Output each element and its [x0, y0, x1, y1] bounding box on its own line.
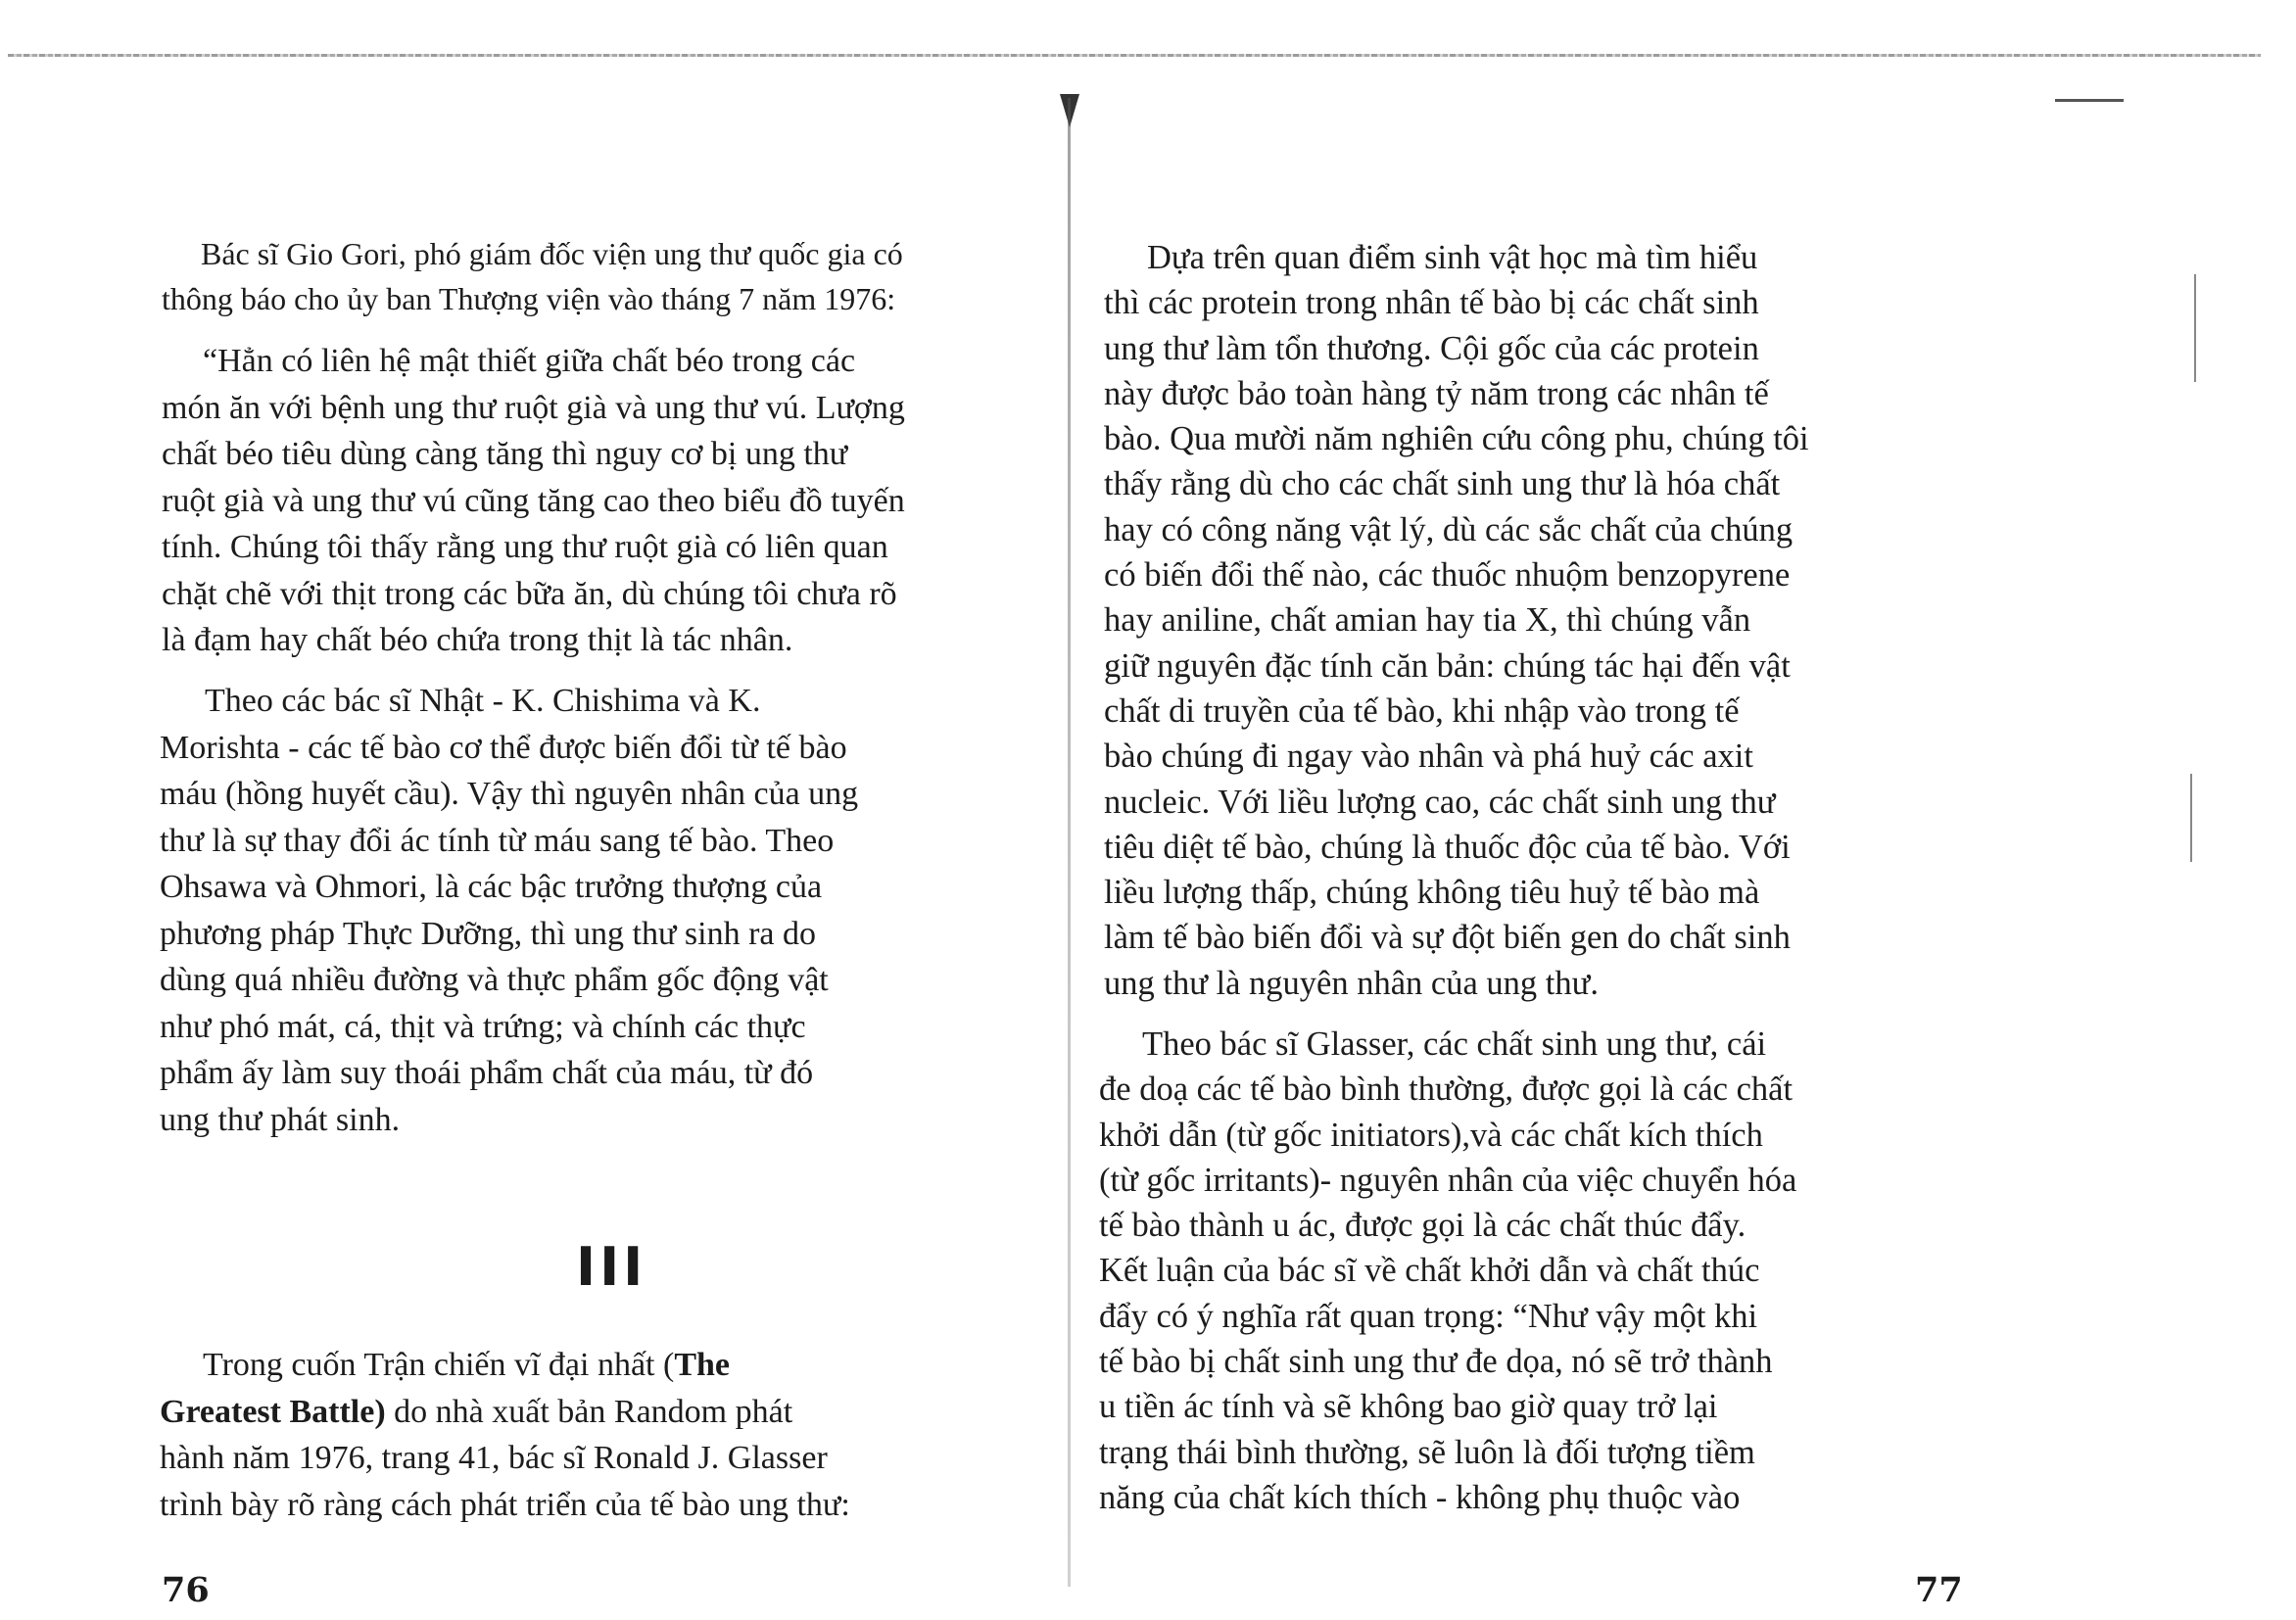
- text-line: bào chúng đi ngay vào nhân và phá huỷ các axit: [1104, 738, 1753, 776]
- right-paragraph-1: [1104, 235, 1978, 1006]
- text-line: năng của chất kích thích - không phụ thuộc vào: [1099, 1478, 1741, 1516]
- scan-edge-tick: [2190, 774, 2192, 862]
- text-line: ung thư là nguyên nhân của ung thư.: [1104, 964, 1599, 1002]
- text-line: hành năm 1976, trang 41, bác sĩ Ronald J. Glasser: [160, 1440, 828, 1476]
- text-line: tiêu diệt tế bào, chúng là thuốc độc của tế bào. Với: [1104, 828, 1791, 866]
- book-title-part: The: [674, 1347, 731, 1383]
- text-line: ung thư làm tổn thương. Cội gốc của các protein: [1104, 329, 1759, 367]
- text-line: đẩy có ý nghĩa rất quan trọng: “Như vậy một khi: [1099, 1297, 1758, 1335]
- text-line: dùng quá nhiều đường và thực phẩm gốc động vật: [160, 962, 829, 998]
- text-line: bào. Qua mười năm nghiên cứu công phu, chúng tôi: [1104, 420, 1809, 458]
- text-line: ung thư phát sinh.: [160, 1101, 401, 1138]
- text-line: là đạm hay chất béo chứa trong thịt là tác nhân.: [162, 622, 793, 658]
- text-line: làm tế bào biến đổi và sự đột biến gen do chất sinh: [1104, 919, 1791, 957]
- text-line: khởi dẫn (từ gốc initiators),và các chất kích thích: [1099, 1116, 1763, 1154]
- text-span: do nhà xuất bản Random phát: [385, 1393, 793, 1430]
- text-line: hay có công năng vật lý, dù các sắc chất của chúng: [1104, 510, 1794, 548]
- section-marker: III: [576, 1236, 647, 1298]
- left-paragraph-2: [162, 338, 1022, 664]
- text-line: u tiền ác tính và sẽ không bao giờ quay trở lại: [1099, 1388, 1718, 1426]
- text-line: Dựa trên quan điểm sinh vật học mà tìm hiểu: [1147, 239, 1758, 276]
- text-line: Kết luận của bác sĩ về chất khởi dẫn và chất thúc: [1099, 1252, 1760, 1290]
- scan-edge-tick: [2194, 274, 2196, 382]
- text-line: liều lượng thấp, chúng không tiêu huỷ tế bào mà: [1104, 874, 1760, 912]
- text-line: phẩm ấy làm suy thoái phẩm chất của máu, từ đó: [160, 1055, 814, 1091]
- text-line: Theo bác sĩ Glasser, các chất sinh ung thư, cái: [1142, 1025, 1767, 1063]
- text-line: Theo các bác sĩ Nhật - K. Chishima và K.: [205, 683, 761, 719]
- text-line: (từ gốc irritants)- nguyên nhân của việc chuyển hóa: [1099, 1161, 1797, 1199]
- text-line: “Hẳn có liên hệ mật thiết giữa chất béo trong các: [203, 343, 856, 379]
- text-line: Ohsawa và Ohmori, là các bậc trưởng thượng của: [160, 869, 823, 905]
- text-line: thấy rằng dù cho các chất sinh ung thư là hóa chất: [1104, 465, 1781, 503]
- scan-edge-mark: [2055, 99, 2124, 102]
- text-span: Trong cuốn Trận chiến vĩ đại nhất (: [203, 1347, 675, 1383]
- text-line: Morishta - các tế bào cơ thể được biến đổi từ tế bào: [160, 729, 847, 766]
- left-paragraph-1: [162, 231, 1024, 321]
- left-paragraph-3: [160, 678, 1022, 1143]
- text-line: thông báo cho ủy ban Thượng viện vào tháng 7 năm 1976:: [162, 281, 896, 316]
- text-line: tế bào bị chất sinh ung thư đe dọa, nó sẽ trở thành: [1099, 1343, 1773, 1381]
- text-line: máu (hồng huyết cầu). Vậy thì nguyên nhân của ung: [160, 776, 859, 812]
- text-line: đe doạ các tế bào bình thường, được gọi là các chất: [1099, 1071, 1794, 1109]
- text-line: chất béo tiêu dùng càng tăng thì nguy cơ bị ung thư: [162, 436, 848, 472]
- page-number-right: 77: [1915, 1570, 1963, 1610]
- right-page: [1077, 0, 2296, 1620]
- gutter-shadow: [1068, 98, 1071, 1587]
- text-line: món ăn với bệnh ung thư ruột già và ung thư vú. Lượng: [162, 389, 905, 426]
- text-line: Bác sĩ Gio Gori, phó giám đốc viện ung thư quốc gia có: [201, 236, 903, 271]
- text-line: này được bảo toàn hàng tỷ năm trong các nhân tế: [1104, 374, 1769, 412]
- text-line: [160, 1342, 1022, 1389]
- text-line: trình bày rõ ràng cách phát triển của tế bào ung thư:: [160, 1486, 850, 1523]
- text-line: ruột già và ung thư vú cũng tăng cao theo biểu đồ tuyến: [162, 482, 905, 519]
- text-line: thư là sự thay đổi ác tính từ máu sang tế bào. Theo: [160, 822, 835, 859]
- text-line: nucleic. Với liều lượng cao, các chất sinh ung thư: [1104, 783, 1776, 821]
- page-number-left: 76: [162, 1570, 210, 1610]
- text-line: chặt chẽ với thịt trong các bữa ăn, dù chúng tôi chưa rõ: [162, 575, 897, 612]
- text-line: tính. Chúng tôi thấy rằng ung thư ruột già có liên quan: [162, 529, 888, 565]
- text-line: có biến đổi thế nào, các thuốc nhuộm benzopyrene: [1104, 556, 1791, 595]
- text-line: trạng thái bình thường, sẽ luôn là đối tượng tiềm: [1099, 1433, 1755, 1471]
- text-line: thì các protein trong nhân tế bào bị các chất sinh: [1104, 284, 1759, 322]
- left-paragraph-4: [160, 1342, 1022, 1528]
- book-title-part: Greatest Battle): [160, 1393, 386, 1430]
- text-line: tế bào thành u ác, được gọi là các chất thúc đẩy.: [1099, 1207, 1746, 1245]
- text-line: chất di truyền của tế bào, khi nhập vào trong tế: [1104, 691, 1740, 730]
- text-line: [160, 1389, 1022, 1436]
- text-line: như phó mát, cá, thịt và trứng; và chính các thực: [160, 1008, 806, 1045]
- text-line: phương pháp Thực Dưỡng, thì ung thư sinh ra do: [160, 915, 816, 952]
- text-line: hay aniline, chất amian hay tia X, thì chúng vẫn: [1104, 601, 1751, 640]
- left-page: [0, 0, 1068, 1620]
- text-line: giữ nguyên đặc tính căn bản: chúng tác hại đến vật: [1104, 646, 1791, 685]
- right-paragraph-2: [1099, 1022, 1977, 1520]
